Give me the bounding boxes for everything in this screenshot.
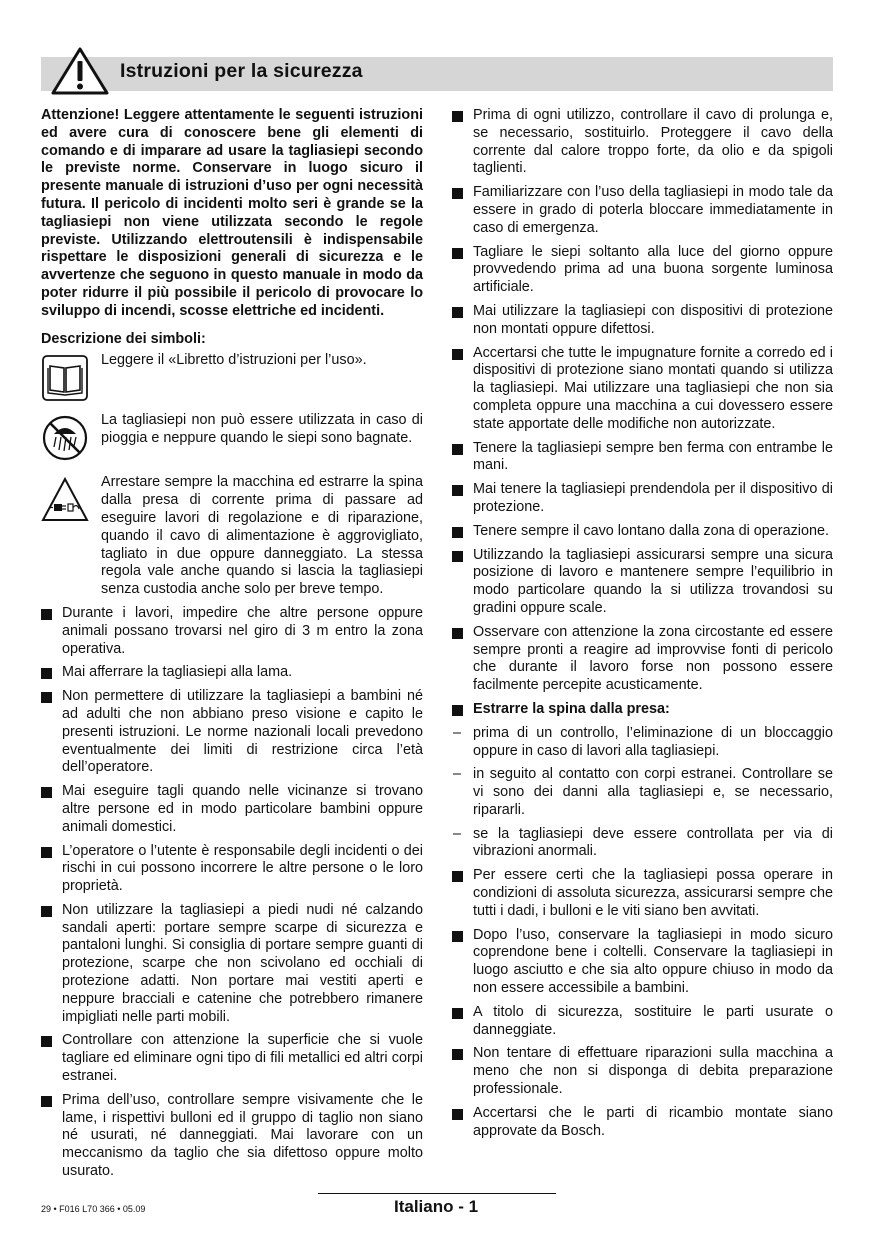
list-item: A titolo di sicurezza, sostituire le parti usurate o danneggiate. (452, 1004, 833, 1040)
list-item: Tagliare le siepi soltanto alla luce del giorno oppure provvedendo prima ad una buona sorgente luminosa artificiale. (452, 244, 833, 297)
list-item: Familiarizzare con l’uso della tagliasiepi in modo tale da essere in grado di poterla bloccare immediatamente in caso di emergenza. (452, 184, 833, 237)
list-item: Accertarsi che le parti di ricambio montate siano approvate da Bosch. (452, 1105, 833, 1141)
dash-item: – prima di un controllo, l’eliminazione di un bloccaggio oppure in caso di lavori alla tagliasiepi. (452, 725, 833, 761)
list-item: Prima di ogni utilizzo, controllare il cavo di prolunga e, se necessario, sostituirlo. Proteggere il cavo della corrente dal calore troppo forte, da olio e da spigoli taglienti. (452, 107, 833, 178)
list-item: Non permettere di utilizzare la tagliasiepi a bambini né ad adulti che non abbiano preso visione e capito le presenti istruzioni. Le norme nazionali locali prevedono eventualmente dei limiti di restrizione circa l’età dell’operatore. (41, 688, 423, 777)
list-item: Non utilizzare la tagliasiepi a piedi nudi né calzando sandali aperti: portare sempre scarpe di sicurezza e pantaloni lunghi. Si consiglia di portare sempre guanti di protezione, scarpe che non scivolano ed occhiali di protezione adatti. Non portare mai vestiti aperti e neppure bracciali e catenine che potrebbero rimanere impigliati nelle parti mobili. (41, 902, 423, 1027)
warning-triangle-icon (49, 46, 111, 96)
list-item: Osservare con attenzione la zona circostante ed essere sempre pronti a reagire ad improvvise fonti di pericolo che durante il lavoro forse non possono essere facilmente percepite acusticamente. (452, 624, 833, 695)
page-number: Italiano - 1 (394, 1197, 479, 1216)
document-code: 29 • F016 L70 366 • 05.09 (41, 1204, 146, 1214)
list-item: Per essere certi che la tagliasiepi possa operare in condizioni di assoluta sicurezza, assicurarsi sempre che tutti i dadi, i bulloni e le viti siano ben avvitati. (452, 867, 833, 920)
intro-warning: Attenzione! Leggere attentamente le seguenti istruzioni ed avere cura di conoscere bene gli elementi di comando e di imparare ad usare la tagliasiepi secondo le previste norme. Conservare in luogo sicuro il presente manuale di istruzioni d’uso per ogni necessità futura. Il pericolo di incidenti molto seri è grande se la tagliasiepi non viene utilizzata secondo le regole previste. Utilizzando elettroutensili è indispensabile rispettare le disposizioni generali di sicurezza e le avvertenze che seguono in questo manuale in modo da poter ridurre il più possibile il pericolo di provocare lo sviluppo di incendi, scosse elettriche ed incidenti. (41, 107, 423, 319)
dash-item: – in seguito al contatto con corpi estranei. Controllare se vi sono dei danni alla tagliasiepi e, se necessario, ripararli. (452, 766, 833, 819)
symbol-item (41, 352, 423, 402)
no-rain-icon (41, 414, 89, 462)
symbol-text: Leggere il «Libretto d’istruzioni per l’uso». (101, 352, 367, 369)
symbol-text: La tagliasiepi non può essere utilizzata in caso di pioggia e neppure quando le siepi sono bagnate. (101, 412, 423, 447)
list-item: Mai afferrare la tagliasiepi alla lama. (41, 664, 423, 682)
list-item: Tenere la tagliasiepi sempre ben ferma con entrambe le mani. (452, 440, 833, 476)
list-item: Non tentare di effettuare riparazioni sulla macchina a meno che non si disponga di debita preparazione professionale. (452, 1045, 833, 1098)
unplug-warning-icon (41, 476, 89, 524)
list-item: Mai eseguire tagli quando nelle vicinanze si trovano altre persone ed in modo particolare bambini oppure animali domestici. (41, 783, 423, 836)
list-item: Accertarsi che tutte le impugnature fornite a corredo ed i dispositivi di protezione siano montati quando si utilizza la tagliasiepi. Mai utilizzare una tagliasiepi che non sia completa oppure una macchina a cui dovessero essere state apportate delle modifiche non autorizzate. (452, 345, 833, 434)
list-item: Mai tenere la tagliasiepi prendendola per il dispositivo di protezione. (452, 481, 833, 517)
list-item: Mai utilizzare la tagliasiepi con dispositivi di protezione non montati oppure difettosi. (452, 303, 833, 339)
symbol-item (41, 412, 423, 470)
right-column (452, 107, 833, 1146)
page-title: Istruzioni per la sicurezza (120, 60, 363, 82)
symbol-item (41, 474, 423, 599)
symbol-text: Arrestare sempre la macchina ed estrarre la spina dalla presa di corrente prima di passare ad eseguire lavori di regolazione e di riparazione, quando il cavo di alimentazione è aggrovigliato, tagliato in due oppure danneggiato. La stessa regola vale anche quando si lascia la tagliasiepi senza custodia anche solo per breve tempo. (101, 474, 423, 598)
dash-item: – se la tagliasiepi deve essere controllata per via di vibrazioni anormali. (452, 826, 833, 862)
list-item: Prima dell’uso, controllare sempre visivamente che le lame, i rispettivi bulloni ed il gruppo di taglio non siano né usurati, né danneggiati. Mai lavorare con un meccanismo da taglio che sia difettoso oppure molto usurato. (41, 1092, 423, 1181)
list-item: Durante i lavori, impedire che altre persone oppure animali possano trovarsi nel giro di 3 m entro la zona operativa. (41, 605, 423, 658)
list-item: Dopo l’uso, conservare la tagliasiepi in modo sicuro coprendone bene i coltelli. Conservare la tagliasiepi in luogo asciutto e che sia alto oppure chiuso in modo da non essere accessibile a bambini. (452, 927, 833, 998)
list-item: Tenere sempre il cavo lontano dalla zona di operazione. (452, 523, 833, 541)
list-item: Utilizzando la tagliasiepi assicurarsi sempre una sicura posizione di lavoro e mantenere sempre l’equilibrio in modo particolare quando la si utilizza trovandosi su gradini oppure scale. (452, 547, 833, 618)
footer-divider (318, 1193, 556, 1194)
unplug-heading: Estrarre la spina dalla presa: (452, 701, 833, 719)
left-column (41, 107, 423, 1187)
symbols-heading: Descrizione dei simboli: (41, 330, 206, 347)
list-item: L’operatore o l’utente è responsabile degli incidenti o dei rischi in cui possono incorrere le altre persone o le loro proprietà. (41, 843, 423, 896)
book-icon (41, 354, 89, 402)
list-item: Controllare con attenzione la superficie che si vuole tagliare ed eliminare ogni tipo di fili metallici ed altri corpi estranei. (41, 1032, 423, 1085)
